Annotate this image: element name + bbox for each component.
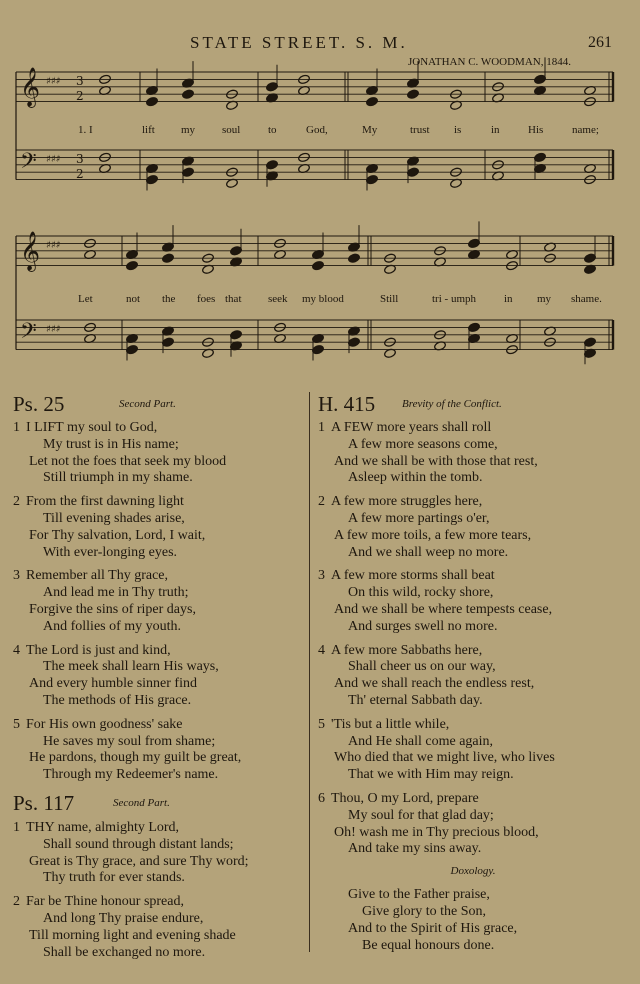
psalm-25-heading [13, 392, 303, 416]
stanza-number: 1 [13, 420, 20, 435]
time-signature: 3 [76, 152, 84, 166]
lyric-syllable: not [126, 293, 141, 305]
lyric-syllable: trust [410, 124, 430, 136]
verse-line: Asleep within the tomb. [348, 470, 483, 486]
column-divider [309, 392, 310, 952]
note-head [266, 160, 279, 171]
lyric-syllable: My [362, 124, 378, 136]
verse-line: A FEW more years shall roll [331, 420, 492, 435]
verse-line: Still triumph in my shame. [43, 470, 193, 486]
verse-line: The Lord is just and kind, [26, 642, 171, 658]
note-head [584, 253, 597, 264]
verse-line: Thy truth for ever stands. [43, 870, 185, 886]
note-head [312, 344, 325, 355]
psalm-25-stanzas [13, 420, 303, 784]
verse-line: Shall cheer us on our way, [348, 659, 496, 675]
verse-line: Remember all Thy grace, [26, 568, 169, 584]
bass-clef-icon: 𝄢 [20, 319, 37, 349]
verse-line: And every humble sinner find [29, 676, 197, 692]
verse-line: Who died that we might live, who lives [334, 750, 555, 766]
verse-line: A few more Sabbaths here, [331, 642, 483, 658]
doxology-stanza [318, 887, 633, 954]
lyric-syllable: in [491, 124, 500, 136]
lyric-syllable: His [528, 124, 544, 136]
verse-line: Far be Thine honour spread, [26, 894, 184, 910]
key-signature: ♯♯♯ [46, 76, 61, 87]
verse-line: And take my sins away. [348, 841, 482, 857]
stanza [318, 643, 633, 710]
lyric-syllable: to [268, 124, 277, 136]
lyric-syllable: tri - umph [432, 293, 476, 305]
lyric-syllable: my [537, 293, 552, 305]
note-head [468, 322, 481, 333]
note-head [230, 246, 243, 257]
right-column [318, 392, 633, 961]
stanza-number: 2 [318, 494, 325, 510]
verse-line: With ever-longing eyes. [43, 544, 178, 560]
doxology-title: Doxology. [450, 865, 496, 878]
verse-line: And to the Spirit of His grace, [348, 920, 518, 936]
treble-clef-icon: 𝄞 [20, 231, 41, 271]
hymn-415-part: Brevity of the Conflict. [402, 398, 502, 410]
stanza-number: 6 [318, 790, 325, 806]
verse-line: I LIFT my soul to God, [26, 420, 158, 435]
bass-clef-icon: 𝄢 [20, 149, 37, 179]
time-signature: 3 [76, 74, 84, 88]
lyric-syllable: Let [78, 293, 93, 305]
psalm-117-stanzas [13, 820, 303, 961]
verse-line: And we shall be with those that rest, [334, 453, 538, 469]
note-head [407, 89, 420, 100]
stanza [13, 894, 303, 961]
verse-line: THY name, almighty Lord, [26, 819, 180, 835]
stanza [13, 568, 303, 635]
stanza-number: 1 [318, 420, 325, 435]
verse-line: Thou, O my Lord, prepare [331, 790, 479, 806]
verse-line: And we shall reach the endless rest, [334, 676, 535, 692]
note-head [146, 96, 159, 107]
verse-line: Shall sound through distant lands; [43, 836, 234, 852]
verse-line: Through my Redeemer's name. [43, 767, 219, 783]
verse-line: And long Thy praise endure, [43, 910, 204, 926]
stanza-number: 1 [13, 819, 20, 835]
tune-title: STATE STREET. S. M. [190, 33, 408, 52]
lyric-syllable: lift [142, 124, 155, 136]
stanza-number: 5 [318, 716, 325, 732]
note-head [468, 238, 481, 249]
note-head [162, 253, 175, 264]
lyric-syllable: is [454, 124, 462, 136]
stanza-number: 4 [13, 642, 20, 658]
stanza [318, 494, 633, 561]
key-signature: ♯♯♯ [46, 154, 61, 165]
note-head [534, 152, 547, 163]
verse-line: Till morning light and evening shade [29, 927, 236, 943]
note-head [146, 174, 159, 185]
verse-line: And He shall come again, [348, 733, 494, 749]
verse-line: Till evening shades arise, [43, 510, 185, 526]
note-head [126, 344, 139, 355]
hymn-415-heading [318, 392, 633, 416]
key-signature: ♯♯♯ [46, 240, 61, 251]
lyric-syllable: God, [306, 124, 328, 136]
stanza [13, 643, 303, 710]
lyric-syllable: soul [222, 124, 241, 136]
verse-line: Let not the foes that seek my blood [29, 453, 227, 469]
verse-line: He pardons, though my guilt be great, [29, 750, 242, 766]
stanza [318, 717, 633, 784]
note-head [366, 174, 379, 185]
time-signature: 2 [76, 167, 84, 181]
verse-line: From the first dawning light [26, 494, 184, 510]
treble-clef-icon: 𝄞 [20, 67, 41, 107]
note-head [312, 260, 325, 271]
verse-line: And we shall weep no more. [348, 544, 509, 560]
stanza [13, 820, 303, 887]
note-head [126, 260, 139, 271]
verse-line: Th' eternal Sabbath day. [348, 692, 483, 708]
note-head [182, 89, 195, 100]
lyric-syllable: the [162, 293, 176, 305]
composer-credit: JONATHAN C. WOODMAN, 1844. [408, 56, 571, 68]
note-head [366, 96, 379, 107]
psalm-117-title: Ps. 117 [13, 790, 75, 815]
verse-line: For His own goodness' sake [26, 716, 183, 732]
note-head [348, 253, 361, 264]
lyric-syllable: my blood [302, 293, 344, 305]
lyric-syllable: name; [572, 124, 599, 136]
verse-line: Great is Thy grace, and sure Thy word; [29, 853, 249, 869]
verse-line: That we with Him may reign. [348, 767, 514, 783]
verse-line: A few more partings o'er, [348, 510, 490, 526]
lyric-syllable: Still [380, 293, 399, 305]
verse-line: A few more toils, a few more tears, [334, 527, 532, 543]
left-column [13, 392, 303, 968]
note-head [584, 337, 597, 348]
stanza [318, 420, 633, 487]
verse-line: Give to the Father praise, [348, 887, 490, 903]
psalm-25-title: Ps. 25 [13, 392, 65, 416]
stanza [13, 717, 303, 784]
note-head [348, 337, 361, 348]
lyric-syllable: my [181, 124, 196, 136]
verse-line: And we shall be where tempests cease, [334, 601, 553, 617]
hymn-415-stanzas [318, 420, 633, 858]
page-number: 261 [588, 34, 612, 51]
stanza-number: 2 [13, 494, 20, 510]
lyric-syllable: foes [197, 293, 216, 305]
stanza-number: 3 [318, 568, 325, 584]
verse-line: A few more struggles here, [331, 494, 483, 510]
stanza-number: 5 [13, 716, 20, 732]
verse-line: A few more seasons come, [348, 436, 498, 452]
note-head [266, 82, 279, 93]
stanza-number: 2 [13, 894, 20, 910]
verse-line: Forgive the sins of riper days, [29, 601, 196, 617]
stanza [13, 420, 303, 487]
stanza-number: 3 [13, 568, 20, 584]
key-signature: ♯♯♯ [46, 324, 61, 335]
note-head [534, 74, 547, 85]
verse-line: And lead me in Thy truth; [43, 585, 189, 601]
psalm-117-heading [13, 791, 303, 815]
note-head [407, 167, 420, 178]
verse-line: He saves my soul from shame; [43, 733, 216, 749]
verse-line: 'Tis but a little while, [331, 716, 450, 732]
verse-line: A few more storms shall beat [331, 568, 495, 584]
hymn-415-title: H. 415 [318, 392, 376, 416]
verse-line: And follies of my youth. [43, 618, 182, 634]
verse-line: Give glory to the Son, [362, 903, 487, 919]
lyric-syllable: seek [268, 293, 288, 305]
stanza [13, 494, 303, 561]
verse-line: Be equal honours done. [362, 937, 495, 953]
psalm-25-part: Second Part. [119, 398, 176, 410]
note-head [182, 167, 195, 178]
lyric-syllable: shame. [571, 293, 602, 305]
lyric-syllable: 1. I [78, 124, 93, 136]
verse-line: For Thy salvation, Lord, I wait, [29, 527, 206, 543]
psalm-117-part: Second Part. [113, 796, 170, 809]
verse-line: And surges swell no more. [348, 618, 498, 634]
verse-line: On this wild, rocky shore, [348, 585, 494, 601]
stanza [318, 568, 633, 635]
note-head [230, 330, 243, 341]
verse-line: My trust is in His name; [43, 436, 179, 452]
verse-line: Shall be exchanged no more. [43, 944, 206, 960]
verse-line: The meek shall learn His ways, [43, 659, 219, 675]
stanza [318, 791, 633, 858]
verse-line: Oh! wash me in Thy precious blood, [334, 824, 539, 840]
stanza-number: 4 [318, 642, 325, 658]
note-head [162, 337, 175, 348]
lyric-syllable: that [225, 293, 242, 305]
lyric-syllable: in [504, 293, 513, 305]
verse-line: The methods of His grace. [43, 692, 192, 708]
verse-line: My soul for that glad day; [348, 807, 494, 823]
time-signature: 2 [76, 89, 84, 103]
